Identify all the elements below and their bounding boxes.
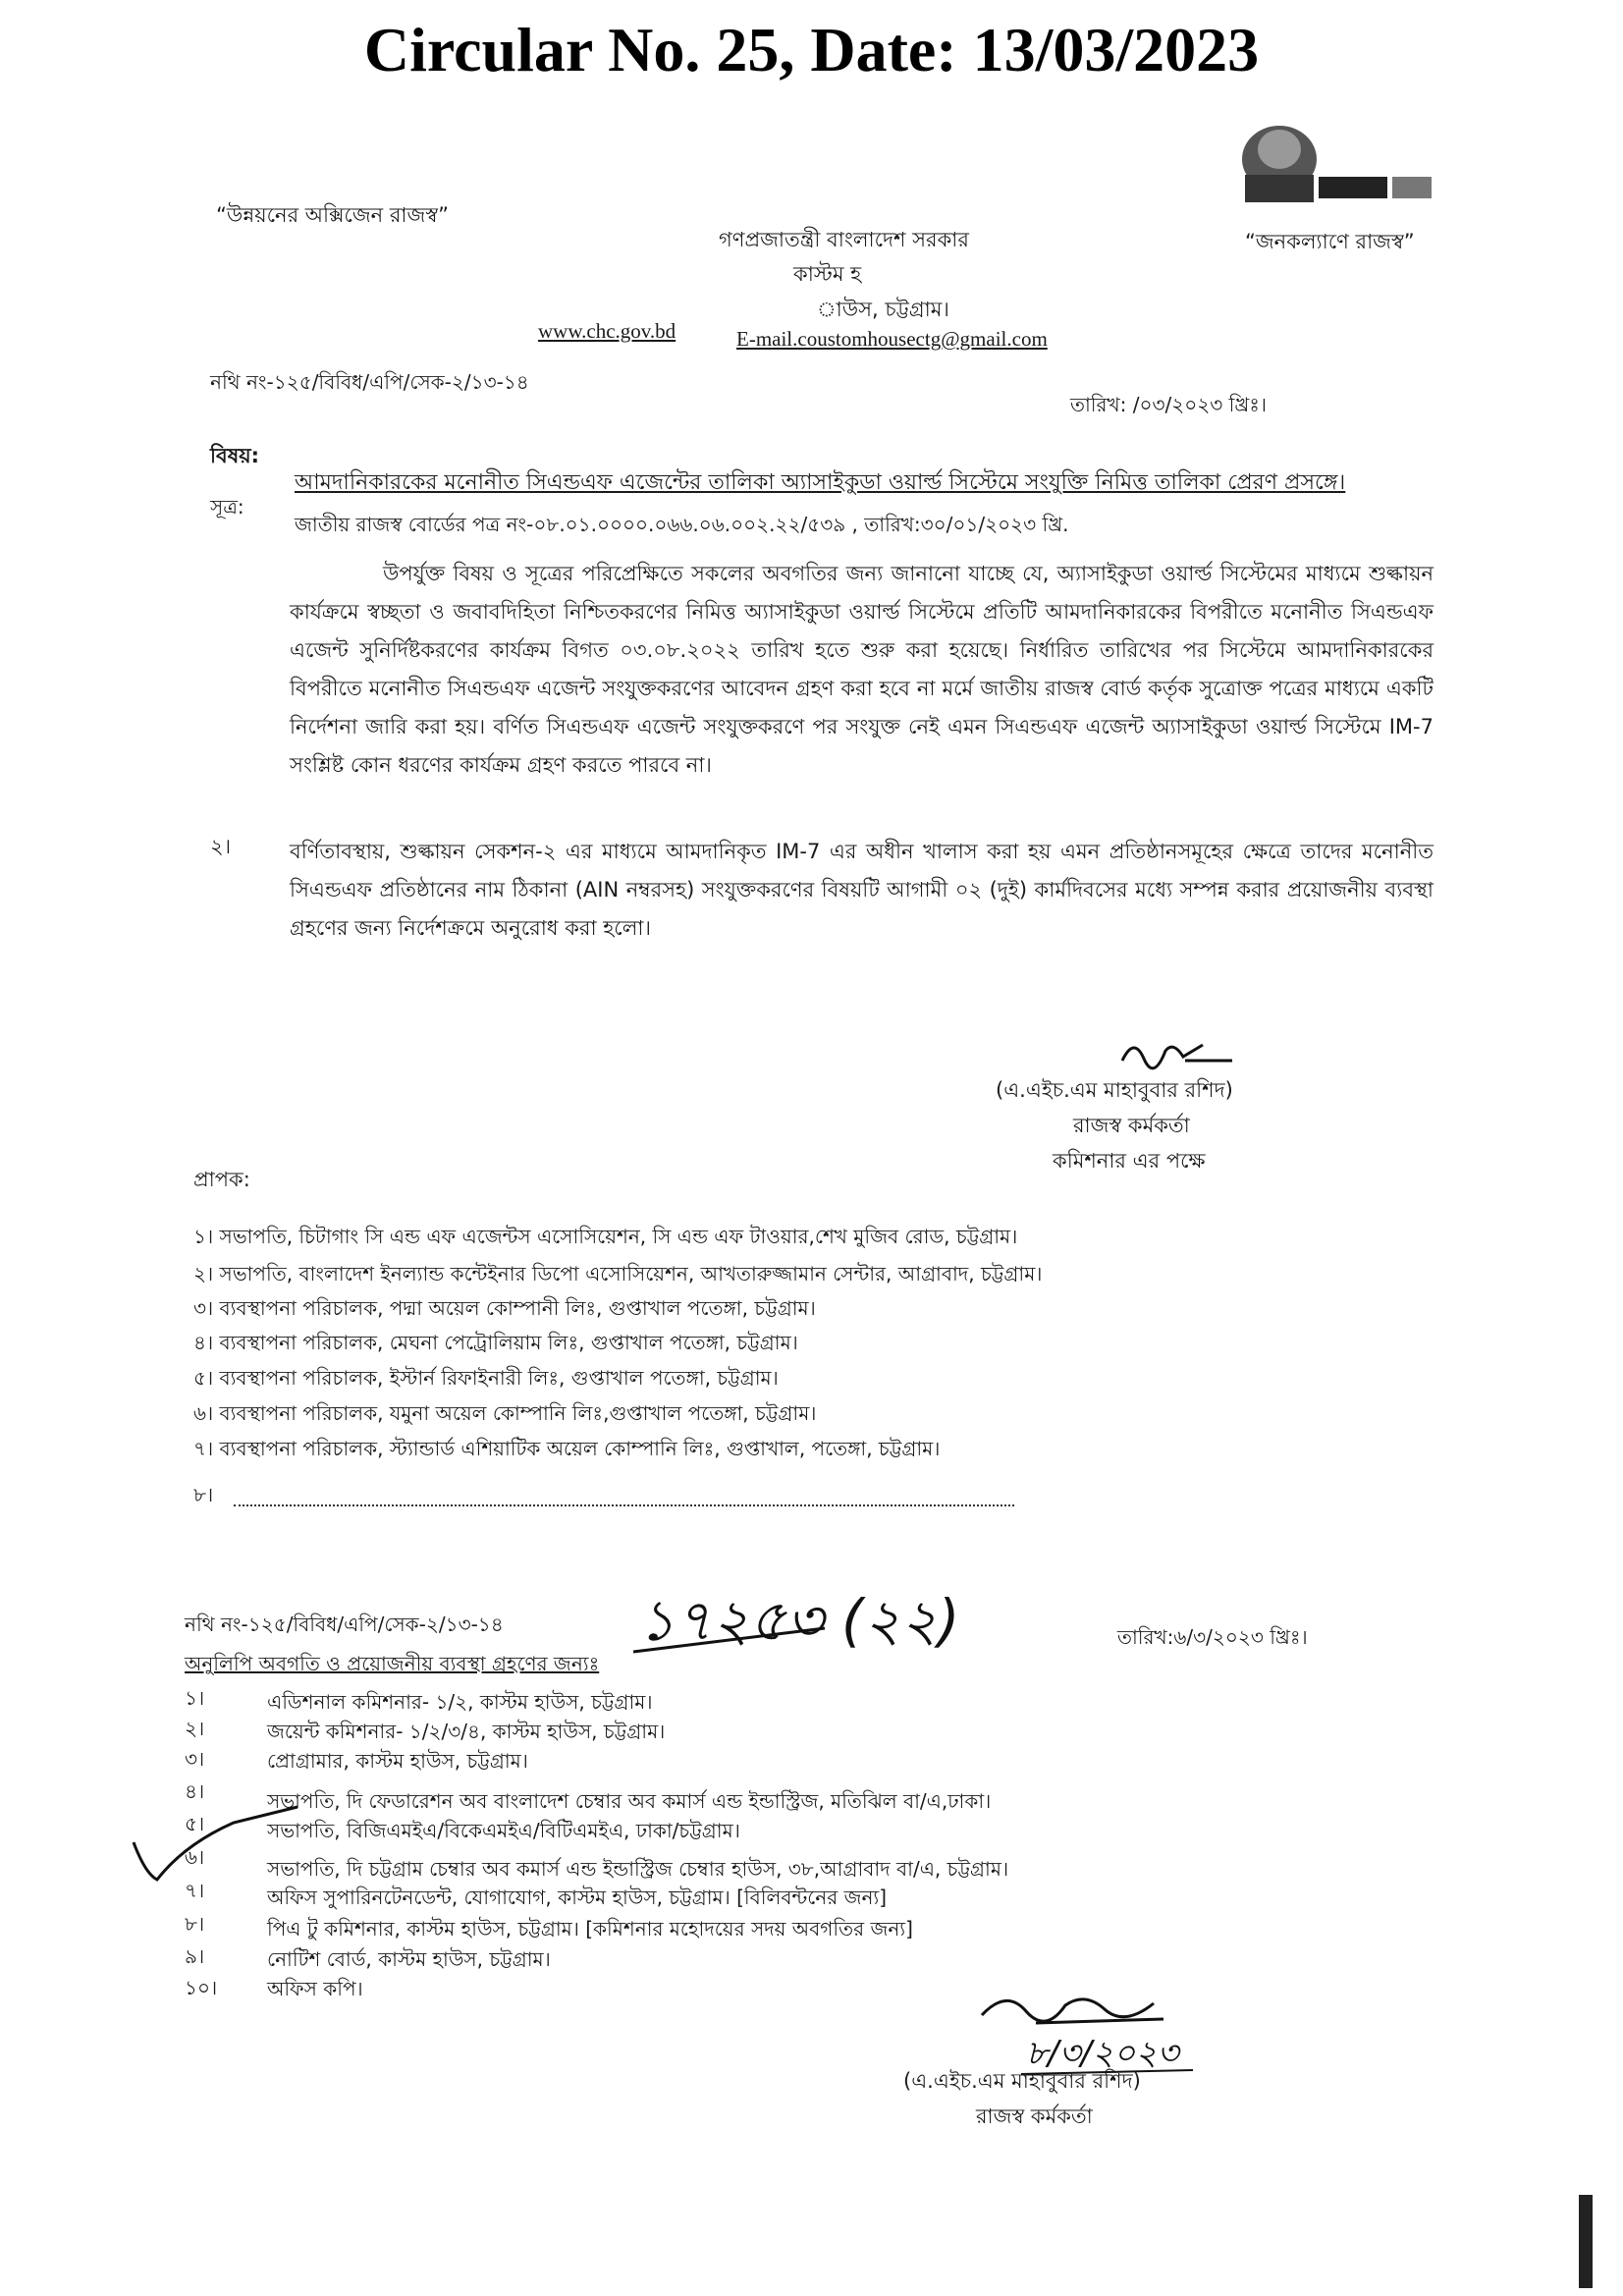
handwritten-number-text: ১৭২৫৩ (২২) <box>638 1587 960 1654</box>
cc-item-text: অফিস সুপারিনটেনডেন্ট, যোগাযোগ, কাস্টম হাউস, চট্টগ্রাম। [বিলিবন্টনের জন্য] <box>267 1886 888 1909</box>
cc-item-text: প্রোগ্রামার, কাস্টম হাউস, চট্টগ্রাম। <box>267 1749 528 1773</box>
cc-item-number: ১০। <box>185 1976 218 1999</box>
office-line-1: কাস্টম হ <box>793 262 862 286</box>
mujib-borsho-logo-icon <box>1206 120 1436 206</box>
cc-item-text: সভাপতি, বিজিএমইএ/বিকেএমইএ/বিটিএমইএ, ঢাকা/চট্টগ্রাম। <box>267 1819 740 1842</box>
cc-item-text: পিএ টু কমিশনার, কাস্টম হাউস, চট্টগ্রাম। [কমিশনার মহোদয়ের সদয় অবগতির জন্য] <box>267 1917 913 1941</box>
body-paragraph-1-text: উপর্যুক্ত বিষয় ও সূত্রের পরিপ্রেক্ষিতে সকলের অবগতির জন্য জানানো যাচ্ছে যে, অ্যাসাইকুডা ওয়ার্ল্ড সিস্টেমের মাধ্যমে শুল্কায়ন কার্যক্রমে স্বচ্ছতা ও জবাবদিহিতা নিশ্চিতকরণের নিমিত্ত অ্যাসাইকুডা ওয়ার্ল্ড সিস্টেমে প্রতিটি আমদানিকারকের বিপরীতে মনোনীত সিএন্ডএফ এজেন্ট সুনির্দিষ্টকরণের কার্যক্রম বিগত ০৩.০৮.২০২২ তারিখ হতে শুরু করা হয়েছে। নির্ধারিত তারিখের পর সিস্টেমে আমদানিকারকের বিপরীতে মনোনীত সিএন্ডএফ এজেন্ট সংযুক্তকরণের আবেদন গ্রহণ করা হবে না মর্মে জাতীয় রাজস্ব বোর্ড কর্তৃক সুত্রোক্ত পত্রের মাধ্যমে একটি নির্দেশনা জারি করা হয়। বর্ণিত সিএন্ডএফ এজেন্ট সংযুক্তকরণে পর সংযুক্ত নেই এমন সিএন্ডএফ এজেন্ট অ্যাসাইকুডা ওয়ার্ল্ড সিস্টেমে IM-7 সংশ্লিষ্ট কোন ধরণের কার্যক্রম গ্রহণ করতে পারবে না। <box>290 562 1434 777</box>
cc-item-text: নোটিশ বোর্ড, কাস্টম হাউস, চট্টগ্রাম। <box>267 1947 551 1971</box>
recipient-item: ৪। ব্যবস্থাপনা পরিচালক, মেঘনা পেট্রোলিয়াম লিঃ, গুপ্তাখাল পতেঙ্গা, চট্টগ্রাম। <box>193 1331 798 1354</box>
body-paragraph-2-text: বর্ণিতাবস্থায়, শুল্কায়ন সেকশন-২ এর মাধ্যমে আমদানিকৃত IM-7 এর অধীন খালাস করা হয় এমন প্রতিষ্ঠানসমূহের ক্ষেত্রে তাদের মনোনীত সিএন্ডএফ প্রতিষ্ঠানের নাম ঠিকানা (AIN নম্বরসহ) সংযুক্তকরণের বিষয়টি আগামী ০২ (দুই) কার্মদিবসের মধ্যে সম্পন্ন করার প্রয়োজনীয় ব্যবস্থা গ্রহণের জন্য নির্দেশক্রমে অনুরোধ করা হলো। <box>290 840 1434 940</box>
signature-1-name: (এ.এইচ.এম মাহাবুবার রশিদ) <box>996 1078 1233 1102</box>
circular-banner: Circular No. 25, Date: 13/03/2023 <box>363 15 1260 84</box>
cc-item-number: ২। <box>185 1717 205 1740</box>
cc-item-text: সভাপতি, দি চট্টগ্রাম চেম্বার অব কমার্স এন্ড ইন্ডাস্ট্রিজ চেম্বার হাউস, ৩৮,আগ্রাবাদ বা/এ, চট্টগ্রাম। <box>267 1857 1009 1881</box>
signature-1-on-behalf: কমিশনার এর পক্ষে <box>1053 1149 1206 1173</box>
source-text: জাতীয় রাজস্ব বোর্ডের পত্র নং-০৮.০১.০০০০.০৬৬.০৬.০০২.২২/৫৩৯ , তারিখ:৩০/০১/২০২৩ খ্রি. <box>295 513 1069 536</box>
signature-2-date: ৮/৩/২০২৩ <box>1026 2034 1179 2073</box>
cc-item-text: জয়েন্ট কমিশনার- ১/২/৩/৪, কাস্টম হাউস, চট্টগ্রাম। <box>267 1720 666 1743</box>
subject-text: আমদানিকারকের মনোনীত সিএন্ডএফ এজেন্টের তালিকা অ্যাসাইকুডা ওয়ার্ল্ড সিস্টেমে সংযুক্তি নিমিত্ত তালিকা প্রেরণ প্রসঙ্গে। <box>295 470 1346 495</box>
subject-label: বিষয়: <box>210 444 260 467</box>
recipient-blank-number: ৮। <box>193 1483 214 1506</box>
signature-1-icon <box>1114 1031 1252 1070</box>
cc-item-number: ১। <box>185 1686 205 1710</box>
cc-item-number: ৫। <box>185 1812 205 1835</box>
cc-item-number: ৮। <box>185 1912 205 1936</box>
handwritten-number <box>628 1571 1051 1665</box>
memo-ref-no: নথি নং-১২৫/বিবিধ/এপি/সেক-২/১৩-১৪ <box>210 370 529 394</box>
source-label: সূত্র: <box>210 495 244 519</box>
recipient-blank-line <box>234 1504 1014 1506</box>
recipients-label: প্রাপক: <box>193 1168 250 1191</box>
cc-item-number: ৬। <box>185 1845 205 1869</box>
copy-memo-ref-no: নথি নং-১২৫/বিবিধ/এপি/সেক-২/১৩-১৪ <box>185 1613 504 1636</box>
body-paragraph-1 <box>290 555 1434 785</box>
body-paragraph-2-number: ২। <box>210 835 232 858</box>
copy-memo-date: তারিখ:৬/৩/২০২৩ খ্রিঃ। <box>1117 1625 1308 1649</box>
signature-1-designation: রাজস্ব কর্মকর্তা <box>1073 1114 1190 1137</box>
website-link[interactable]: www.chc.gov.bd <box>538 319 676 343</box>
recipient-item: ২। সভাপতি, বাংলাদেশ ইনল্যান্ড কন্টেইনার ডিপো এসোসিয়েশন, আখতারুজ্জামান সেন্টার, আগ্রাবাদ, চট্টগ্রাম। <box>193 1262 1043 1285</box>
cc-item-text: সভাপতি, দি ফেডারেশন অব বাংলাদেশ চেম্বার অব কমার্স এন্ড ইন্ডাস্ট্রিজ, মতিঝিল বা/এ,ঢাকা। <box>267 1789 992 1813</box>
cc-item-number: ৭। <box>185 1879 205 1902</box>
cc-item-text: অফিস কপি। <box>267 1977 363 2000</box>
office-line-2: াউস, চট্টগ্রাম। <box>817 298 949 321</box>
cc-item-number: ৪। <box>185 1779 205 1803</box>
email-link[interactable]: E-mail.coustomhousectg@gmail.com <box>736 327 1048 351</box>
cc-heading: অনুলিপি অবগতি ও প্রয়োজনীয় ব্যবস্থা গ্রহণের জন্যঃ <box>185 1652 600 1675</box>
recipient-item: ৫। ব্যবস্থাপনা পরিচালক, ইস্টার্ন রিফাইনারী লিঃ, গুপ্তাখাল পতেঙ্গা, চট্টগ্রাম। <box>193 1366 779 1390</box>
recipient-item: ৬। ব্যবস্থাপনা পরিচালক, যমুনা অয়েল কোম্পানি লিঃ,গুপ্তাখাল পতেঙ্গা, চট্টগ্রাম। <box>193 1401 817 1425</box>
scan-edge-mark <box>1579 2195 1593 2288</box>
recipient-item: ৩। ব্যবস্থাপনা পরিচালক, পদ্মা অয়েল কোম্পানী লিঃ, গুপ্তাখাল পতেঙ্গা, চট্টগ্রাম। <box>193 1296 816 1320</box>
signature-2-designation: রাজস্ব কর্মকর্তা <box>976 2105 1093 2128</box>
cc-item-number: ৯। <box>185 1944 205 1968</box>
slogan-right: “জনকল্যাণে রাজস্ব” <box>1245 230 1415 253</box>
signature-2-name: (এ.এইচ.এম মাহাবুবার রশিদ) <box>903 2069 1141 2093</box>
government-name: গণপ্রজাতন্ত্রী বাংলাদেশ সরকার <box>719 228 969 251</box>
slogan-left: “উন্নয়নের অক্সিজেন রাজস্ব” <box>216 203 449 227</box>
cc-item-number: ৩। <box>185 1747 205 1771</box>
recipient-item: ১। সভাপতি, চিটাগাং সি এন্ড এফ এজেন্টস এসোসিয়েশন, সি এন্ড এফ টাওয়ার,শেখ মুজিব রোড, চট্টগ্রাম। <box>193 1225 1018 1248</box>
cc-item-text: এডিশনাল কমিশনার- ১/২, কাস্টম হাউস, চট্টগ্রাম। <box>267 1690 653 1714</box>
memo-date: তারিখ: /০৩/২০২৩ খ্রিঃ। <box>1070 393 1268 416</box>
body-paragraph-2 <box>290 833 1434 948</box>
recipient-item: ৭। ব্যবস্থাপনা পরিচালক, স্ট্যান্ডার্ড এশিয়াটিক অয়েল কোম্পানি লিঃ, গুপ্তাখাল, পতেঙ্গা, চট্টগ্রাম। <box>193 1437 941 1460</box>
tick-mark-icon <box>126 1805 302 1884</box>
